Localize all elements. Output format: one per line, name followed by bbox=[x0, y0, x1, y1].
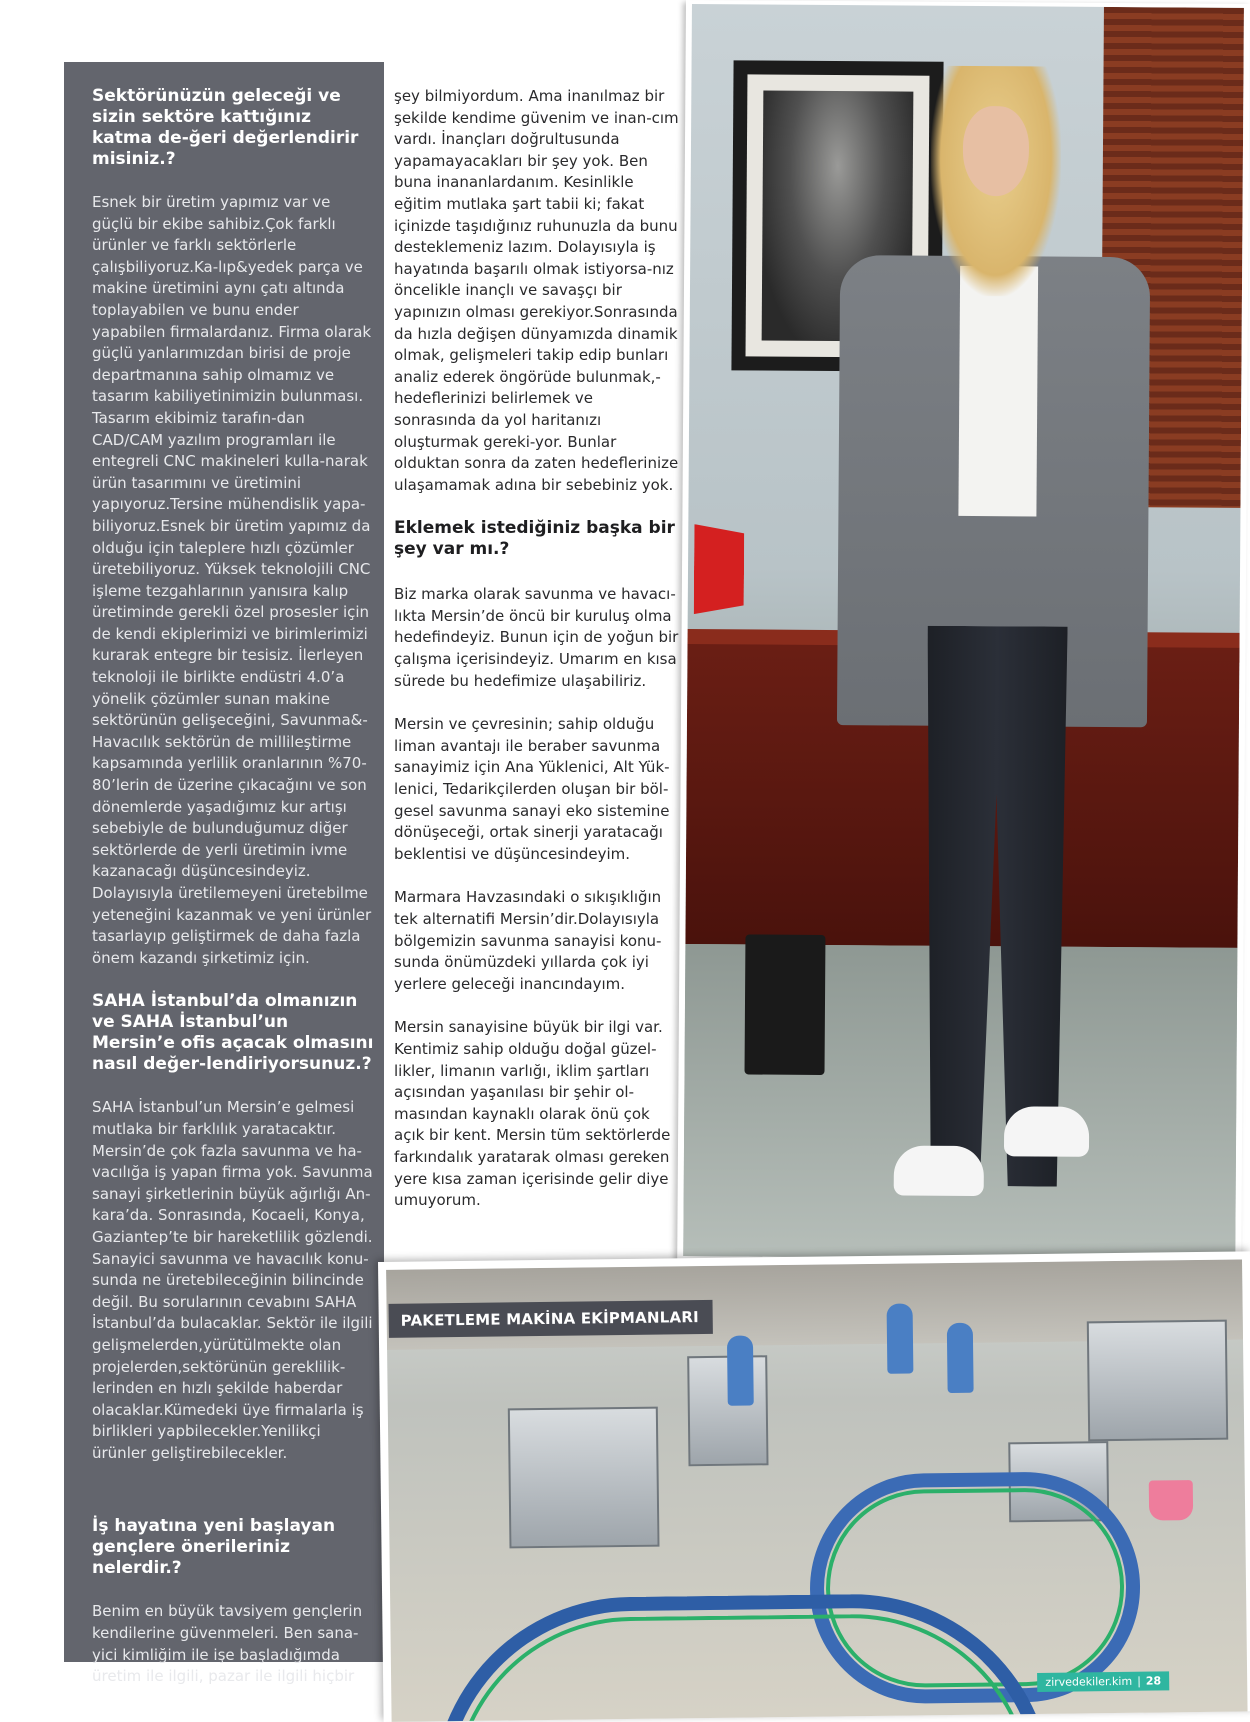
question-3-heading: İş hayatına yeni başlayan gençlere önerileriniz nelerdir.? bbox=[92, 1516, 336, 1579]
footer-separator: | bbox=[1137, 1674, 1141, 1688]
answer-4-paragraph-3: Marmara Havzasındaki o sıkışıklığın tek alternatifi Mersin’dir.Dolayısıyla bölgemizin savunma sanayisi konu-sunda önümüzdeki yıllarda çok iyi yerlere geleceği inancındayım. bbox=[394, 888, 662, 993]
waste-bin bbox=[745, 934, 826, 1075]
left-column bbox=[64, 62, 384, 1686]
packaging-machine bbox=[508, 1407, 660, 1549]
white-sneaker-right bbox=[1004, 1106, 1089, 1157]
worker bbox=[887, 1303, 914, 1373]
answer-1-text: Esnek bir üretim yapımız var ve güçlü bir ekibe sahibiz.Çok farklı ürünler ve farklı sektörlerle çalışbiliyoruz.Ka-lıp&yedek parça ve makine üretimini aynı çatı altında toplayabilen ve bunu ender yapabilen firmalardanız. Firma olarak güçlü yanlarımızdan birisi de proje departmanına sahip olmamız ve tasarım kabiliyetinimizin bulunması. Tasarım ekibimiz tarafın-dan CAD/CAM yazılım programları ile entegreli CNC makineleri kulla-narak ürün tasarımını ve üretimini yapıyoruz.Tersine mühendislik yapa-biliyoruz.Esnek bir üretim yapımız da olduğu için taleplere hızlı çözümler üretebiliyoruz. Yüksek teknolojili CNC işleme tezgahlarının yanısıra kalıp üretiminde gerekli özel prosesler için de kendi ekiplerimizi ve birimlerimizi kurarak entegre bir tesisiz. İlerleyen teknoloji ile birlikte endüstri 4.0’a yönelik çözümler sunan makine sektörünün gelişeceğini, Savunma&-Havacılık sektörün de millileştirme kapsamında yerlilik oranlarının %70-80’lerin de üzerine çıkacağını ve son dönemlerde yaşadığımız kur artışı sebebiyle de bulunduğumuz diğer sektörlerde de yerli üretimin ivme kazanacağı düşüncesindeyiz. Dolayısıyla üretilemeyeni üretebilme yeteneğini kazanmak ve yeni ürünler tasarlayıp geliştirmek de daha fazla önem kazandı şirketimiz için. bbox=[92, 193, 372, 967]
answer-4-paragraph-4: Mersin sanayisine büyük bir ilgi var. Kentimiz sahip olduğu doğal güzel-likler, limanın varlığı, iklim şartları açısından yaşanılası bir şehir ol-masından kaynaklı olarak önü çok açık bir kent. Mersin tüm sektörlerde farkındalık yaratarak olması gereken yere kısa zaman içerisinde gelir diye umuyorum. bbox=[394, 1018, 671, 1210]
factory-photo-scene bbox=[386, 1259, 1247, 1721]
dark-jeans bbox=[924, 626, 1068, 1187]
page-footer-tag bbox=[1037, 1671, 1169, 1692]
standing-woman bbox=[833, 65, 1151, 1247]
worker bbox=[947, 1323, 974, 1393]
worker bbox=[727, 1335, 754, 1405]
question-4-heading: Eklemek istediğiniz başka bir şey var mı.? bbox=[394, 518, 675, 560]
answer-4-paragraph-1: Biz marka olarak savunma ve havacı-lıkta Mersin’de öncü bir kuruluş olma hedefindeyiz. Bunun için de yoğun bir çalışma içerisindeyiz. Umarım en kısa sürede bu hedefimize ulaşabiliriz. bbox=[394, 585, 679, 690]
question-1-heading: Sektörünüzün geleceği ve sizin sektöre kattığınız katma de-ğeri değerlendirir misiniz.? bbox=[92, 86, 359, 169]
factory-photo-label: PAKETLEME MAKİNA EKİPMANLARI bbox=[389, 1300, 713, 1338]
question-2-heading: SAHA İstanbul’da olmanızın ve SAHA İstanbul’un Mersin’e ofis açacak olmasını nasıl değer-lendiriyorsunuz.? bbox=[92, 991, 374, 1075]
answer-3-continued-text: şey bilmiyordum. Ama inanılmaz bir şekilde kendime güvenim ve inan-cım vardı. İnançları doğrultusunda yapamayacakları bir şey yok. Ben buna inananlardanım. Kesinlikle eğitim mutlaka şart tabii ki; fakat içinizde taşıdığınız ruhunuzla da bunu desteklemeniz lazım. Dolayısıyla iş hayatında başarılı olmak istiyorsa-nız öncelikle inançlı ve savaşçı bir yapınızın olması gerekiyor.Sonrasında da hızla değişen dünyamızda dinamik olmak, gelişmeleri takip edip bunları analiz ederek öngörüde bulunmak,-hedeflerinizi belirlemek ve sonrasında da yol haritanızı oluşturmak gereki-yor. Bunlar olduktan sonra da zaten hedeflerinize ulaşamamak adına bir sebebiniz yok. bbox=[394, 87, 679, 494]
portrait-photo bbox=[677, 0, 1250, 1266]
site-url: zirvedekiler.kim bbox=[1045, 1674, 1133, 1689]
answer-4-paragraph-2: Mersin ve çevresinin; sahip olduğu liman avantajı ile beraber savunma sanayimiz için Ana Yüklenici, Alt Yük-lenici, Tedarikçilerden oluşan bir böl-gesel savunma sanayi eko sistemine dönüşeceği, ortak sinerji yaratacağı beklentisi ve düşüncesindeyim. bbox=[394, 715, 670, 863]
middle-column bbox=[394, 86, 679, 1234]
turkish-flag bbox=[694, 524, 745, 614]
white-sneaker-left bbox=[894, 1145, 984, 1196]
factory-photo bbox=[378, 1251, 1250, 1722]
answer-3-text: Benim en büyük tavsiyem gençlerin kendilerine güvenmeleri. Ben sana-yici kimliğim ile işe başladığımda üretim ile ilgili, pazar ile ilgili hiçbir bbox=[92, 1602, 363, 1686]
page-number: 28 bbox=[1145, 1674, 1162, 1688]
face bbox=[963, 106, 1030, 196]
white-shirt bbox=[958, 266, 1038, 517]
packaging-machine bbox=[1087, 1320, 1228, 1442]
pink-bucket bbox=[1149, 1480, 1193, 1521]
answer-2-text: SAHA İstanbul’un Mersin’e gelmesi mutlaka bir farklılık yaratacaktır. Mersin’de çok fazla savunma ve ha-vacılığa iş yapan firma yok. Savunma sanayi şirketlerinin büyük ağırlığı An-kara’da. Sonrasında, Kocaeli, Konya, Gaziantep’te bir hareketlilik gözlendi. Sanayici savunma ve havacılık konu-sunda ne üretebileceğinin bilincinde değil. Bu sorularının cevabını SAHA İstanbul’da bulacaklar. Sektör ile ilgili gelişmelerden,yürütülmekte olan projelerden,sektörünün gereklilik-lerinden en hızlı şekilde haberdar olacaklar.Kümedeki üye firmalarla iş birlikleri yapbilecekler.Yenilikçi ürünler geliştirebilecekler. bbox=[92, 1098, 373, 1462]
portrait-photo-scene bbox=[683, 4, 1244, 1260]
spacer bbox=[92, 1486, 374, 1516]
